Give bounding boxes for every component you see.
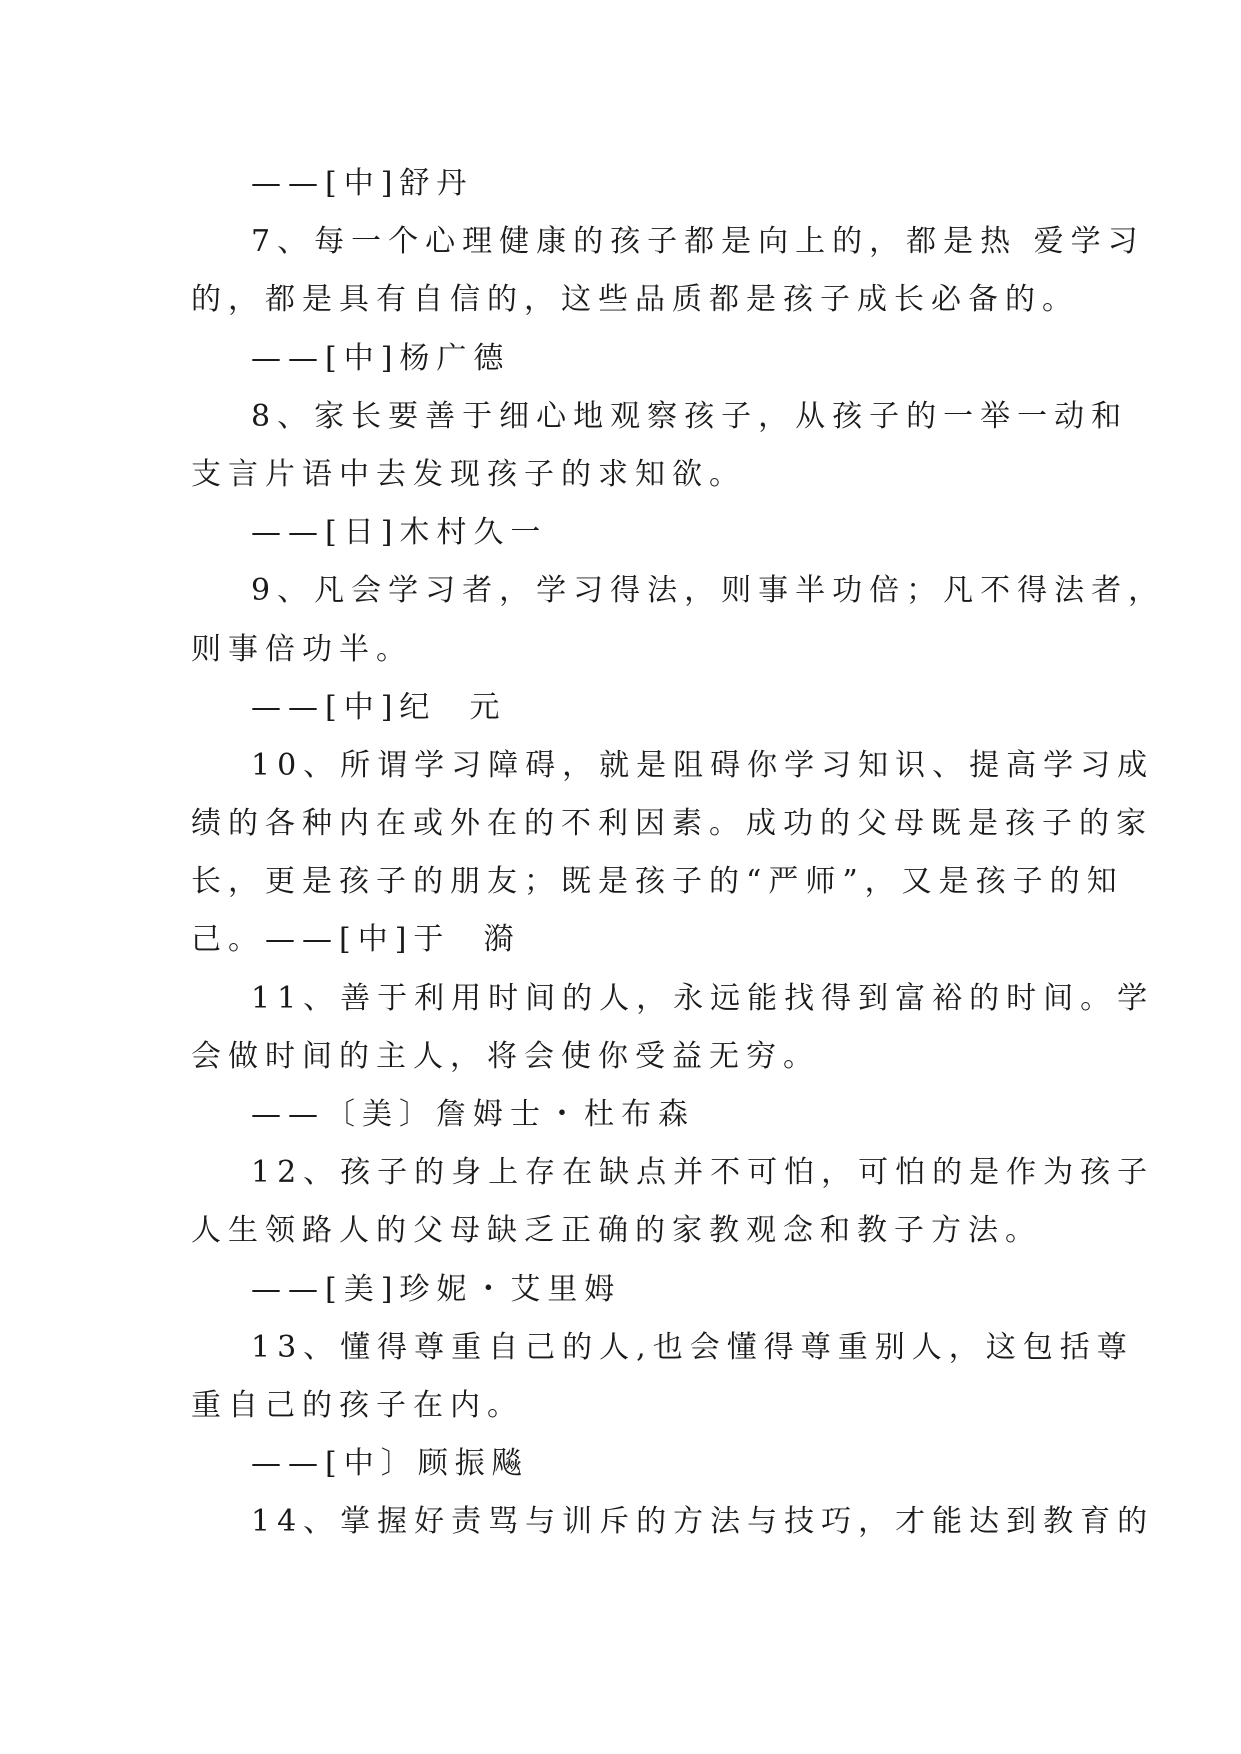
text-line: 人生领路人的父母缺乏正确的家教观念和教子方法。 (191, 1213, 1042, 1249)
text-line: 12、孩子的身上存在缺点并不可怕，可怕的是作为孩子 (251, 1155, 1155, 1191)
attribution-line: ——[中]舒丹 (251, 166, 474, 201)
attribution-line: ——[中]纪 元 (251, 689, 507, 725)
attribution-line: ——[中]杨广德 (251, 340, 511, 376)
text-line: 11、善于利用时间的人，永远能找得到富裕的时间。学 (251, 980, 1155, 1016)
attribution-line: ——[美]珍妮・艾里姆 (251, 1271, 622, 1307)
text-line: 则事倍功半。 (191, 631, 413, 667)
text-line: 13、懂得尊重自己的人,也会懂得尊重别人，这包括尊 (251, 1329, 1134, 1365)
text-line: 支言片语中去发现孩子的求知欲。 (191, 456, 746, 492)
text-line: 会做时间的主人，将会使你受益无穷。 (191, 1038, 820, 1074)
attribution-line: ——[中〕顾振飚 (251, 1446, 529, 1482)
attribution-line: ——[日]木村久一 (251, 515, 548, 551)
text-line: 8、家长要善于细心地观察孩子，从孩子的一举一动和 (251, 398, 1129, 434)
attribution-line: ——〔美〕詹姆士・杜布森 (251, 1097, 695, 1132)
text-line: 7、每一个心理健康的孩子都是向上的，都是热 爱学习 (251, 224, 1145, 260)
text-line: 长，更是孩子的朋友；既是孩子的“严师”，又是孩子的知 (191, 864, 1124, 900)
text-line: 14、掌握好责骂与训斥的方法与技巧，才能达到教育的 (251, 1504, 1155, 1540)
text-line: 绩的各种内在或外在的不利因素。成功的父母既是孩子的家 (191, 806, 1153, 842)
text-line: 己。——[中]于 漪 (191, 922, 521, 958)
text-line: 10、所谓学习障碍，就是阻碍你学习知识、提高学习成 (251, 747, 1155, 783)
text-line: 9、凡会学习者，学习得法，则事半功倍；凡不得法者， (251, 573, 1166, 609)
document-page (191, 155, 1166, 1552)
text-line: 的，都是具有自信的，这些品质都是孩子成长必备的。 (191, 282, 1079, 318)
text-line: 重自己的孩子在内。 (191, 1387, 524, 1423)
